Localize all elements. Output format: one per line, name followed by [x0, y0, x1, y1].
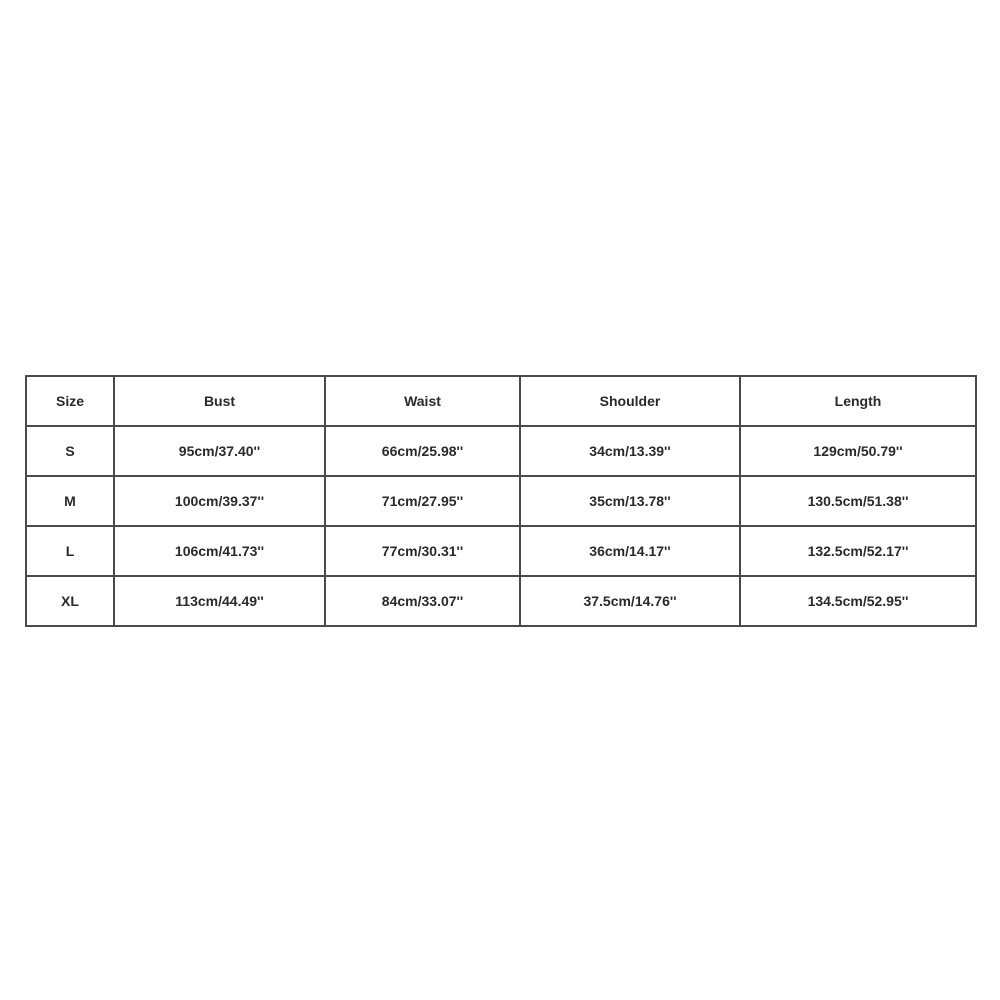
header-bust: Bust — [114, 376, 325, 426]
waist-cell: 66cm/25.98'' — [325, 426, 520, 476]
size-cell: L — [26, 526, 114, 576]
header-shoulder: Shoulder — [520, 376, 740, 426]
length-cell: 129cm/50.79'' — [740, 426, 976, 476]
shoulder-cell: 37.5cm/14.76'' — [520, 576, 740, 626]
shoulder-cell: 35cm/13.78'' — [520, 476, 740, 526]
waist-cell: 84cm/33.07'' — [325, 576, 520, 626]
bust-cell: 95cm/37.40'' — [114, 426, 325, 476]
table-row — [26, 576, 976, 626]
shoulder-cell: 36cm/14.17'' — [520, 526, 740, 576]
size-cell: XL — [26, 576, 114, 626]
table-row — [26, 526, 976, 576]
bust-cell: 100cm/39.37'' — [114, 476, 325, 526]
size-cell: M — [26, 476, 114, 526]
length-cell: 132.5cm/52.17'' — [740, 526, 976, 576]
header-size: Size — [26, 376, 114, 426]
length-cell: 134.5cm/52.95'' — [740, 576, 976, 626]
table-row — [26, 426, 976, 476]
shoulder-cell: 34cm/13.39'' — [520, 426, 740, 476]
bust-cell: 113cm/44.49'' — [114, 576, 325, 626]
length-cell: 130.5cm/51.38'' — [740, 476, 976, 526]
header-length: Length — [740, 376, 976, 426]
size-cell: S — [26, 426, 114, 476]
header-waist: Waist — [325, 376, 520, 426]
waist-cell: 77cm/30.31'' — [325, 526, 520, 576]
table-header-row — [26, 376, 976, 426]
size-chart-table — [25, 375, 977, 627]
waist-cell: 71cm/27.95'' — [325, 476, 520, 526]
bust-cell: 106cm/41.73'' — [114, 526, 325, 576]
table-row — [26, 476, 976, 526]
